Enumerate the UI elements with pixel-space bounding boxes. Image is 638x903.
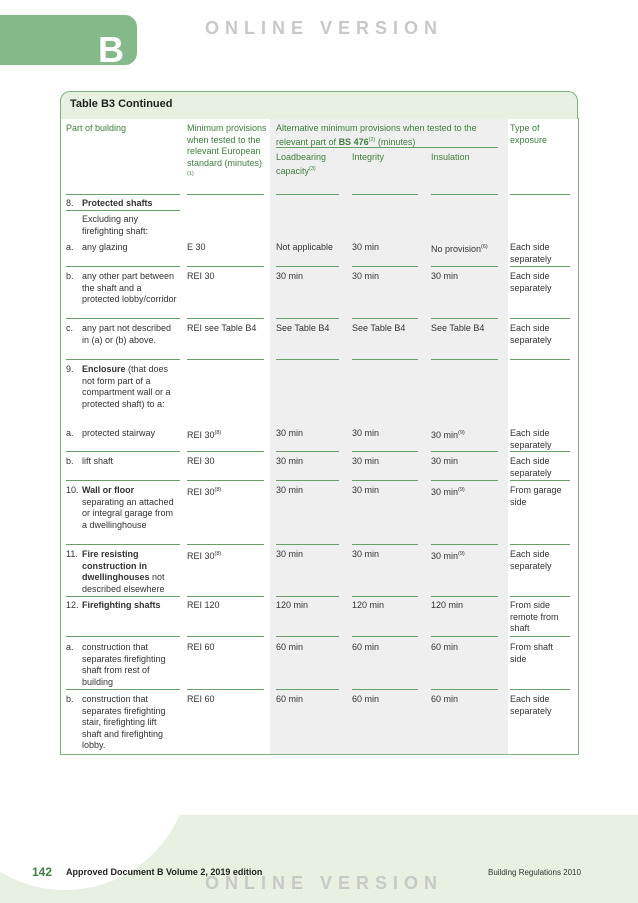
row-min-provision: REI 30 (187, 456, 215, 466)
row-loadbearing: Not applicable (276, 242, 334, 252)
row-exposure: Each side separately (510, 271, 552, 293)
header-rule-load (276, 194, 339, 195)
row-rule (187, 544, 264, 545)
row-number: b. (66, 694, 74, 704)
table-title: Table B3 Continued (70, 98, 173, 110)
header-rule-min (187, 194, 264, 195)
col-header-alt (276, 123, 501, 148)
row-rule (276, 544, 339, 545)
col-header-load-text: Loadbearing capacity (276, 152, 327, 176)
row-loadbearing: 30 min (276, 456, 304, 466)
row-min-provision: REI 30$^{(8)}$ (187, 551, 222, 561)
row-exposure: Each side separately (510, 242, 552, 264)
row-min-provision: REI 120 (187, 600, 220, 610)
row-rule (352, 544, 418, 545)
row-rule (66, 689, 180, 690)
row-number: 12. (66, 600, 79, 610)
row-number: a. (66, 428, 74, 438)
row-integrity: 30 min (352, 242, 380, 252)
row-rule (66, 544, 180, 545)
row-rule (510, 451, 570, 452)
row-rule (66, 266, 180, 267)
row-rule (431, 318, 498, 319)
row-loadbearing: 30 min (276, 549, 304, 559)
row-rule (276, 451, 339, 452)
row-min-provision: REI 60 (187, 694, 215, 704)
row-integrity: 30 min (352, 456, 380, 466)
col-header-alt-text: Alternative minimum provisions when tested to the relevant part of (276, 123, 477, 147)
row-number: 11. (66, 549, 78, 559)
row-exposure: Each side separately (510, 694, 552, 716)
row-rule (187, 596, 264, 597)
row-rule (510, 359, 570, 360)
row-loadbearing: 120 min (276, 600, 309, 610)
row-loadbearing: See Table B4 (276, 323, 330, 333)
row-rule (276, 636, 339, 637)
row-min-provision: REI 30$^{(8)}$ (187, 430, 222, 440)
row-rule (276, 318, 339, 319)
row-insulation: 120 min (431, 600, 464, 610)
row-rule (66, 480, 180, 481)
row-rule (187, 451, 264, 452)
row-integrity: 30 min (352, 271, 380, 281)
row-exposure: Each side separately (510, 456, 552, 478)
row-insulation: 30 $\min^{(9)}$ (431, 551, 465, 561)
row-loadbearing: 60 min (276, 642, 304, 652)
row-loadbearing: 30 min (276, 485, 304, 495)
row-rule (510, 596, 570, 597)
row-rule (66, 318, 180, 319)
row-part: any glazing (82, 242, 128, 252)
row-part: Enclosure (that does not form part of a compartment wall or a protected shaft) to a: (82, 364, 171, 409)
row-insulation: See Table B4 (431, 323, 485, 333)
row-rule (187, 480, 264, 481)
row-integrity: 30 min (352, 549, 380, 559)
row-part: any part not described in (a) or (b) above. (82, 323, 172, 345)
row-part: Wall or floor separating an attached or integral garage from a dwellinghouse (82, 485, 174, 530)
alt-header-rule (276, 147, 498, 148)
page-number: 142 (32, 865, 53, 879)
row-rule (510, 689, 570, 690)
row-rule (276, 480, 339, 481)
row-part: Excluding any firefighting shaft: (82, 214, 149, 236)
row-insulation: 60 min (431, 694, 459, 704)
row-rule (431, 266, 498, 267)
col-header-load (276, 152, 346, 177)
row-rule (66, 359, 180, 360)
row-rule (187, 318, 264, 319)
row-min-provision: REI see Table B4 (187, 323, 257, 333)
row-insulation: 30 min (431, 456, 459, 466)
row-part: Protected shafts (82, 198, 153, 208)
row-part: construction that separates firefighting stair, firefighting lift shaft and firefighting lobby. (82, 694, 166, 750)
header-rule-part (66, 194, 180, 195)
row-insulation: 30 min (431, 271, 459, 281)
row-part: construction that separates firefighting shaft from rest of building (82, 642, 166, 687)
footer-title: Approved Document B Volume 2, 2019 edition (66, 867, 263, 877)
row-rule (431, 359, 498, 360)
row-rule (510, 636, 570, 637)
row-rule (431, 544, 498, 545)
row-insulation: No provision$^{(6)}$ (431, 244, 488, 254)
row-min-provision: REI 30$^{(8)}$ (187, 487, 222, 497)
header-rule-exposure (510, 194, 570, 195)
row-min-provision: REI 30 (187, 271, 215, 281)
row-loadbearing: 30 min (276, 271, 304, 281)
row-rule (431, 451, 498, 452)
col-header-insulation: Insulation (431, 152, 470, 162)
row-integrity: 60 min (352, 694, 380, 704)
col-header-min (187, 123, 267, 183)
row-exposure: Each side separately (510, 549, 552, 571)
row-rule (431, 689, 498, 690)
row-integrity: 30 min (352, 485, 380, 495)
row-insulation: 60 min (431, 642, 459, 652)
row-rule (510, 480, 570, 481)
row-rule (187, 689, 264, 690)
row-loadbearing: 30 min (276, 428, 304, 438)
row-rule (187, 359, 264, 360)
row-loadbearing: 60 min (276, 694, 304, 704)
row-rule (66, 451, 180, 452)
row-number: b. (66, 271, 74, 281)
row-rule (431, 636, 498, 637)
row-integrity: 60 min (352, 642, 380, 652)
row-insulation: 30 $\min^{(9)}$ (431, 487, 465, 497)
row-exposure: From side remote from shaft (510, 600, 559, 633)
row-rule (66, 596, 180, 597)
row-rule (431, 480, 498, 481)
row-rule (510, 318, 570, 319)
row-rule (352, 359, 418, 360)
row-part: lift shaft (82, 456, 114, 466)
row-rule (352, 636, 418, 637)
row-number: c. (66, 323, 74, 333)
footer-right: Building Regulations 2010 (488, 868, 581, 877)
section-letter: B (98, 29, 124, 70)
row-rule (510, 544, 570, 545)
table-title-bar (60, 91, 578, 119)
watermark-top: ONLINE VERSION (204, 18, 444, 38)
row-rule (187, 266, 264, 267)
row-rule (276, 689, 339, 690)
header-rule-insulation (431, 194, 498, 195)
row-rule (276, 266, 339, 267)
row-rule (352, 689, 418, 690)
row-rule (276, 359, 339, 360)
row-rule (352, 266, 418, 267)
col-header-min-sup: (1) (187, 171, 194, 177)
col-header-exposure: Type of exposure (510, 123, 548, 145)
row-rule (352, 596, 418, 597)
row-part: Firefighting shafts (82, 600, 161, 610)
row-exposure: From shaft side (510, 642, 554, 664)
watermark-bottom: ONLINE VERSION (204, 873, 444, 893)
row-exposure: Each side separately (510, 323, 552, 345)
row-insulation: 30 $\min^{(9)}$ (431, 430, 465, 440)
row-min-provision: REI 60 (187, 642, 215, 652)
row-rule (352, 318, 418, 319)
row-integrity: 120 min (352, 600, 385, 610)
row-rule (276, 596, 339, 597)
row-integrity: See Table B4 (352, 323, 406, 333)
row-integrity: 30 min (352, 428, 380, 438)
col-header-alt-end: (minutes) (377, 136, 416, 147)
col-header-min-text: Minimum provisions when tested to the relevant European standard (minutes) (187, 123, 267, 168)
row-rule (187, 636, 264, 637)
header-rule-integrity (352, 194, 418, 195)
row-rule (352, 451, 418, 452)
row-number: b. (66, 456, 74, 466)
row-exposure: From garage side (510, 485, 562, 507)
row-rule (66, 210, 180, 211)
row-part: protected stairway (82, 428, 156, 438)
row-number: 8. (66, 198, 74, 208)
row-part: Fire resisting construction in dwellinghouses not described elsewhere (82, 549, 165, 594)
row-min-provision: E 30 (187, 242, 206, 252)
row-part: any other part between the shaft and a protected lobby/corridor (82, 271, 177, 304)
col-header-alt-bs: BS 476 (338, 136, 369, 147)
row-exposure: Each side separately (510, 428, 552, 450)
row-number: 10. (66, 485, 79, 495)
row-rule (352, 480, 418, 481)
row-rule (510, 266, 570, 267)
row-number: a. (66, 242, 74, 252)
col-header-load-sup: (3) (309, 165, 316, 172)
row-rule (431, 596, 498, 597)
col-header-alt-sup: (2) (368, 136, 376, 143)
col-header-part: Part of building (66, 123, 127, 133)
col-header-integrity: Integrity (352, 152, 385, 162)
row-rule (66, 636, 180, 637)
row-number: a. (66, 642, 74, 652)
row-number: 9. (66, 364, 74, 374)
